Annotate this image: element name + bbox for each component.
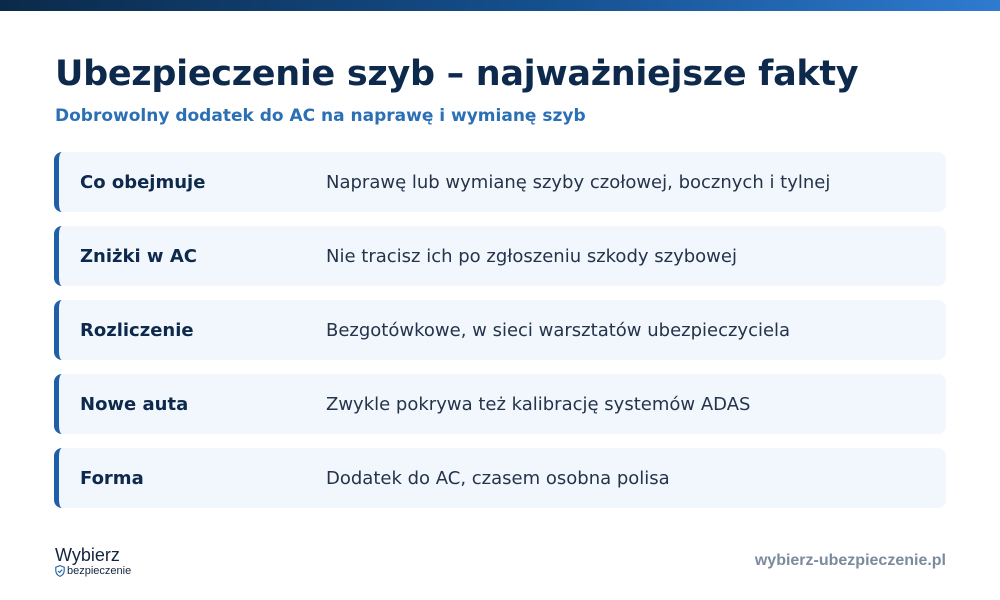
logo-text-bottom: bezpieczenie bbox=[67, 565, 132, 577]
shield-check-icon bbox=[55, 565, 65, 577]
fact-label: Nowe auta bbox=[80, 393, 189, 415]
fact-label: Forma bbox=[80, 467, 144, 489]
page-title: Ubezpieczenie szyb – najważniejsze fakty bbox=[55, 54, 859, 94]
fact-value: Zwykle pokrywa też kalibrację systemów ADAS bbox=[326, 393, 751, 415]
logo-text-bottom-row bbox=[55, 565, 131, 577]
fact-row-form bbox=[54, 448, 946, 508]
fact-row-discounts bbox=[54, 226, 946, 286]
fact-row-coverage bbox=[54, 152, 946, 212]
fact-label: Co obejmuje bbox=[80, 171, 206, 193]
page-subtitle: Dobrowolny dodatek do AC na naprawę i wymianę szyb bbox=[55, 106, 586, 126]
facts-list bbox=[54, 152, 946, 522]
fact-value: Naprawę lub wymianę szyby czołowej, bocznych i tylnej bbox=[326, 171, 831, 193]
top-accent-bar bbox=[0, 0, 1000, 11]
logo-text-top: Wybierz bbox=[55, 545, 120, 565]
website-link[interactable]: wybierz-ubezpieczenie.pl bbox=[754, 552, 946, 569]
fact-row-new-cars bbox=[54, 374, 946, 434]
brand-logo[interactable] bbox=[55, 545, 131, 577]
fact-label: Zniżki w AC bbox=[80, 245, 197, 267]
fact-label: Rozliczenie bbox=[80, 319, 194, 341]
fact-value: Dodatek do AC, czasem osobna polisa bbox=[326, 467, 670, 489]
fact-value: Nie tracisz ich po zgłoszeniu szkody szybowej bbox=[326, 245, 737, 267]
fact-row-settlement bbox=[54, 300, 946, 360]
fact-value: Bezgotówkowe, w sieci warsztatów ubezpieczyciela bbox=[326, 319, 791, 341]
